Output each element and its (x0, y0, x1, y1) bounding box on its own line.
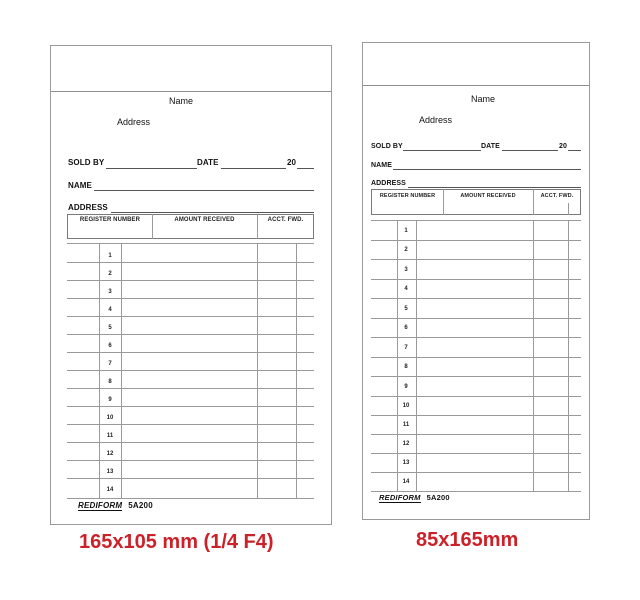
sold-by-field[interactable] (403, 150, 481, 151)
row-number: 4 (108, 307, 112, 313)
row-number: 10 (402, 403, 410, 409)
row-number: 9 (108, 397, 112, 403)
form-header-strip (363, 43, 589, 86)
date-label: DATE (481, 143, 500, 150)
col-acct-fwd: ACCT. FWD. (267, 217, 304, 223)
row-number: 13 (106, 469, 114, 475)
address-field[interactable] (111, 212, 314, 213)
row-number: 12 (106, 451, 114, 457)
address-field-label: ADDRESS (68, 203, 108, 212)
address-label: Address (419, 115, 453, 125)
size-caption-narrow: 85x165mm (416, 529, 519, 551)
name-field[interactable] (94, 190, 314, 191)
col-amount-received: AMOUNT RECEIVED (460, 193, 516, 199)
row-number: 4 (404, 286, 408, 292)
year-label: 20 (287, 158, 297, 167)
name-label: Name (471, 94, 496, 104)
col-acct-fwd: ACCT. FWD. (540, 193, 574, 199)
year-field[interactable] (568, 150, 581, 151)
row-number: 7 (108, 361, 112, 367)
rediform-logo: REDIFORM (78, 501, 123, 510)
rediform-logo: REDIFORM (379, 493, 421, 502)
row-number: 11 (402, 422, 410, 428)
size-caption-large: 165x105 mm (1/4 F4) (79, 531, 274, 553)
row-number: 8 (404, 364, 408, 370)
sold-by-label: SOLD BY (68, 158, 105, 167)
col-register-number: REGISTER NUMBER (79, 217, 141, 223)
row-number: 5 (404, 306, 408, 312)
row-number: 3 (404, 267, 408, 273)
form-header-strip (51, 46, 331, 92)
form-code: 5A200 (426, 493, 450, 502)
row-number: 2 (108, 271, 112, 277)
date-field[interactable] (502, 150, 558, 151)
address-field[interactable] (408, 187, 581, 188)
name-field[interactable] (393, 169, 581, 170)
name-label: Name (169, 96, 194, 106)
address-field-label: ADDRESS (371, 180, 406, 187)
name-field-label: NAME (68, 181, 92, 190)
row-number: 7 (404, 345, 408, 351)
address-label: Address (117, 117, 151, 127)
row-number: 11 (106, 433, 114, 439)
row-number: 2 (404, 247, 408, 253)
col-register-number: REGISTER NUMBER (379, 193, 436, 199)
col-amount-received: AMOUNT RECEIVED (174, 217, 235, 223)
row-number: 12 (402, 441, 410, 447)
row-number: 9 (404, 384, 408, 390)
brand-mark (379, 493, 450, 502)
row-number: 14 (106, 487, 114, 493)
receipt-form-large (50, 45, 332, 525)
sold-by-label: SOLD BY (371, 143, 403, 150)
row-number: 1 (404, 228, 408, 234)
year-label: 20 (559, 143, 567, 150)
row-number: 10 (106, 415, 114, 421)
row-number: 8 (108, 379, 112, 385)
row-number: 6 (404, 325, 408, 331)
sold-by-field[interactable] (106, 168, 197, 169)
row-number: 1 (108, 253, 112, 259)
row-number: 6 (108, 343, 112, 349)
row-number: 5 (108, 325, 112, 331)
row-number: 13 (402, 460, 410, 466)
form-code: 5A200 (128, 501, 153, 510)
date-field[interactable] (221, 168, 286, 169)
row-number: 3 (108, 289, 112, 295)
name-field-label: NAME (371, 162, 393, 169)
receipt-form-narrow (362, 42, 590, 520)
date-label: DATE (197, 158, 219, 167)
row-number: 14 (402, 479, 410, 485)
brand-mark (78, 501, 153, 510)
year-field[interactable] (297, 168, 314, 169)
